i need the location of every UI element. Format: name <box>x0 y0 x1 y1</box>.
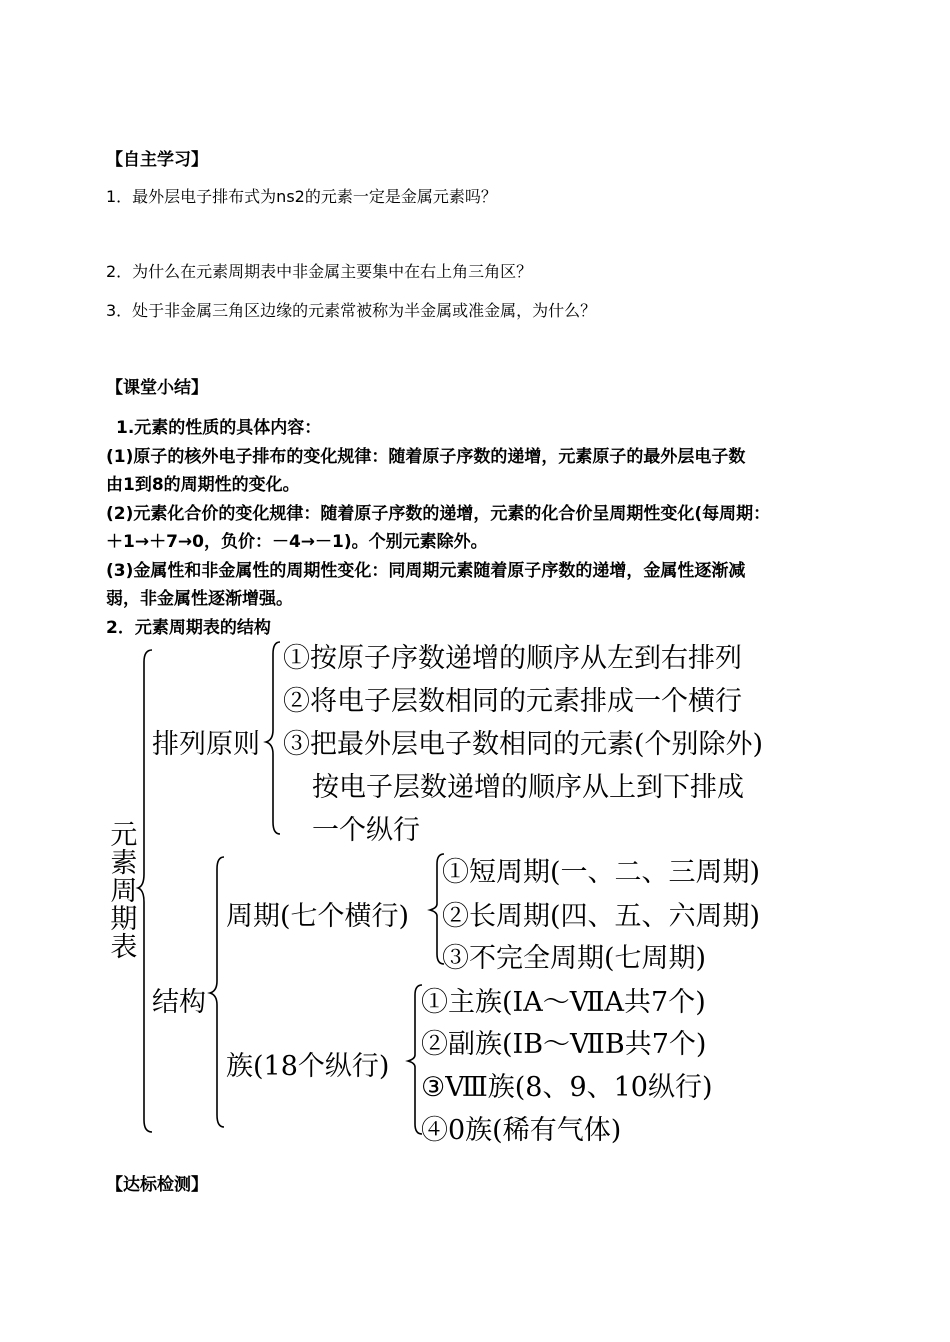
structure-label: 结构 <box>152 987 206 1018</box>
question-1: 1．最外层电子排布式为ns2的元素一定是金属元素吗？ <box>106 187 497 206</box>
question-3: 3．处于非金属三角区边缘的元素常被称为半金属或准金属，为什么？ <box>106 301 597 320</box>
periods-label: 周期(七个横行) <box>226 901 410 932</box>
period-long: ②长周期(四、五、六周期) <box>442 901 761 932</box>
arrangement-rule-1: ①按原子序数递增的顺序从左到右排列 <box>283 643 742 674</box>
group-main: ①主族(ⅠA～ⅦA共7个) <box>421 987 706 1018</box>
period-incomplete: ③不完全周期(七周期) <box>442 943 707 974</box>
summary-p1-line1: (1)原子的核外电子排布的变化规律：随着原子序数的递增，元素原子的最外层电子数 <box>106 447 746 467</box>
summary-p3-line2: 弱，非金属性逐渐增强。 <box>106 589 293 609</box>
summary-p2-line2: ＋1→＋7→0，负价：－4→－1)。个别元素除外。 <box>106 532 488 552</box>
arrangement-rule-3-end: 一个纵行 <box>312 815 420 846</box>
group-sub: ②副族(ⅠB～ⅦB共7个) <box>421 1029 707 1060</box>
groups-label: 族(18个纵行) <box>226 1051 390 1082</box>
self-study-heading: 【自主学习】 <box>106 150 208 170</box>
summary-item-2: 2．元素周期表的结构 <box>106 618 271 638</box>
summary-p2-line1: (2)元素化合价的变化规律：随着原子序数的递增，元素的化合价呈周期性变化(每周期： <box>106 504 771 524</box>
summary-item-1: 1.元素的性质的具体内容： <box>116 418 322 438</box>
arrangement-rule-2: ②将电子层数相同的元素排成一个横行 <box>283 686 742 717</box>
test-heading: 【达标检测】 <box>106 1175 208 1195</box>
arrangement-rule-3-cont: 按电子层数递增的顺序从上到下排成 <box>312 772 744 803</box>
group-zero: ④0族(稀有气体) <box>421 1115 622 1146</box>
summary-p1-line2: 由1到8的周期性的变化。 <box>106 475 300 495</box>
summary-p3-line1: (3)金属性和非金属性的周期性变化：同周期元素随着原子序数的递增，金属性逐渐减 <box>106 561 746 581</box>
group-eight: ③Ⅷ族(8、9、10纵行) <box>421 1072 713 1103</box>
summary-heading: 【课堂小结】 <box>106 378 208 398</box>
period-short: ①短周期(一、二、三周期) <box>442 857 761 888</box>
arrangement-rule-3: ③把最外层电子数相同的元素(个别除外) <box>283 729 764 760</box>
question-2: 2．为什么在元素周期表中非金属主要集中在右上角三角区？ <box>106 262 533 281</box>
root-brace <box>138 648 158 1134</box>
arrangement-label: 排列原则 <box>152 729 260 760</box>
root-label: 元素周期表 <box>105 820 137 960</box>
